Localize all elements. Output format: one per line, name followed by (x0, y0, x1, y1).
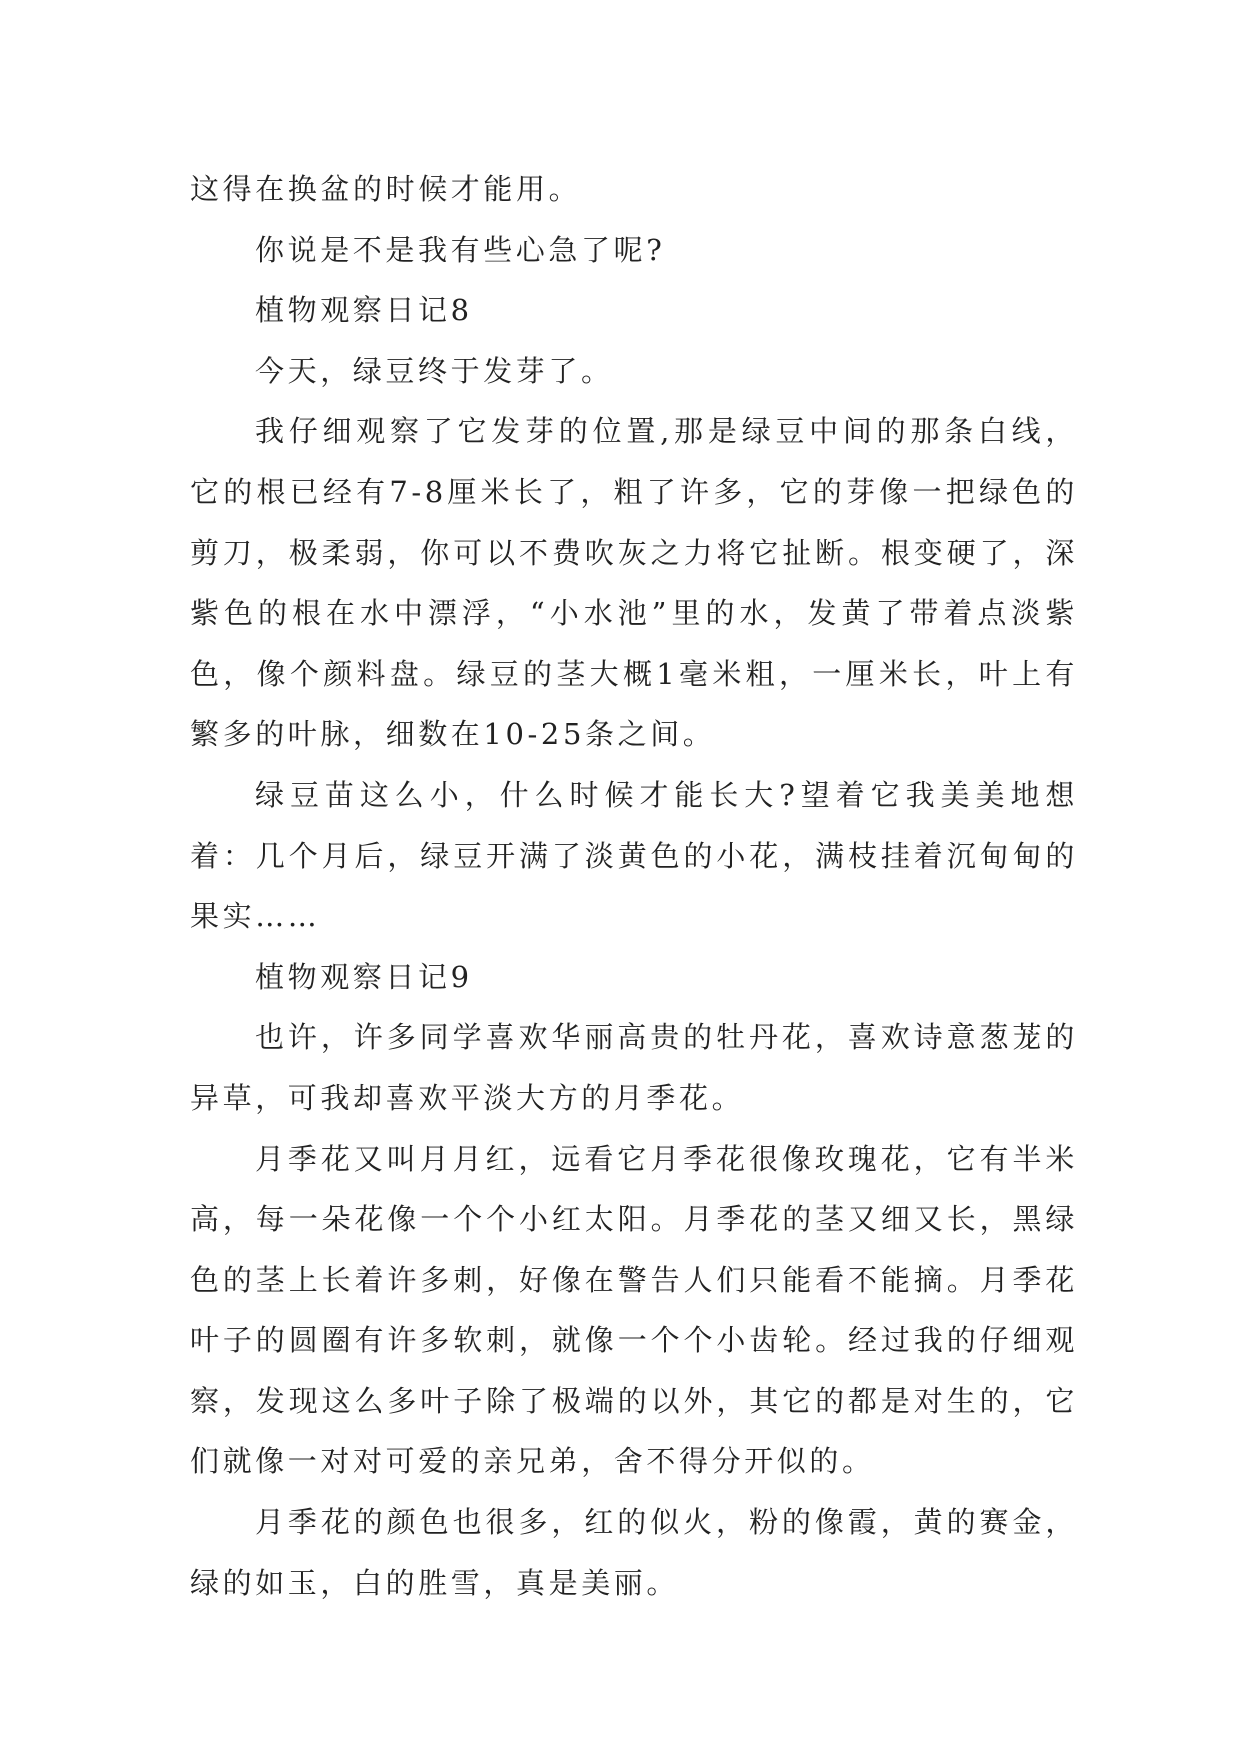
section-heading: 植物观察日记8 (255, 293, 473, 328)
section-heading: 植物观察日记9 (255, 959, 473, 994)
paragraph: 绿豆苗这么小，什么时候才能长大?望着它我美美地想着：几个月后，绿豆开满了淡黄色的小花，满枝挂着沉甸甸的果实…… (190, 777, 1078, 934)
paragraph: 也许，许多同学喜欢华丽高贵的牡丹花，喜欢诗意葱茏的异草，可我却喜欢平淡大方的月季花。 (190, 1020, 1078, 1115)
document-body (190, 159, 1078, 1613)
paragraph: 月季花的颜色也很多，红的似火，粉的像霞，黄的赛金，绿的如玉，白的胜雪，真是美丽。 (190, 1505, 1078, 1600)
paragraph: 我仔细观察了它发芽的位置,那是绿豆中间的那条白线，它的根已经有7-8厘米长了，粗了许多，它的芽像一把绿色的剪刀，极柔弱，你可以不费吹灰之力将它扯断。根变硬了，深紫色的根在水中漂浮，“小水池”里的水，发黄了带着点淡紫色，像个颜料盘。绿豆的茎大概1毫米粗，一厘米长，叶上有繁多的叶脉，细数在10-25条之间。 (190, 414, 1078, 752)
paragraph: 月季花又叫月月红，远看它月季花很像玫瑰花，它有半米高，每一朵花像一个个小红太阳。月季花的茎又细又长，黑绿色的茎上长着许多刺，好像在警告人们只能看不能摘。月季花叶子的圆圈有许多软刺，就像一个个小齿轮。经过我的仔细观察，发现这么多叶子除了极端的以外，其它的都是对生的，它们就像一对对可爱的亲兄弟，舍不得分开似的。 (190, 1141, 1078, 1479)
paragraph: 今天，绿豆终于发芽了。 (255, 353, 614, 388)
paragraph: 你说是不是我有些心急了呢? (255, 232, 666, 267)
paragraph: 这得在换盆的时候才能用。 (190, 172, 582, 206)
